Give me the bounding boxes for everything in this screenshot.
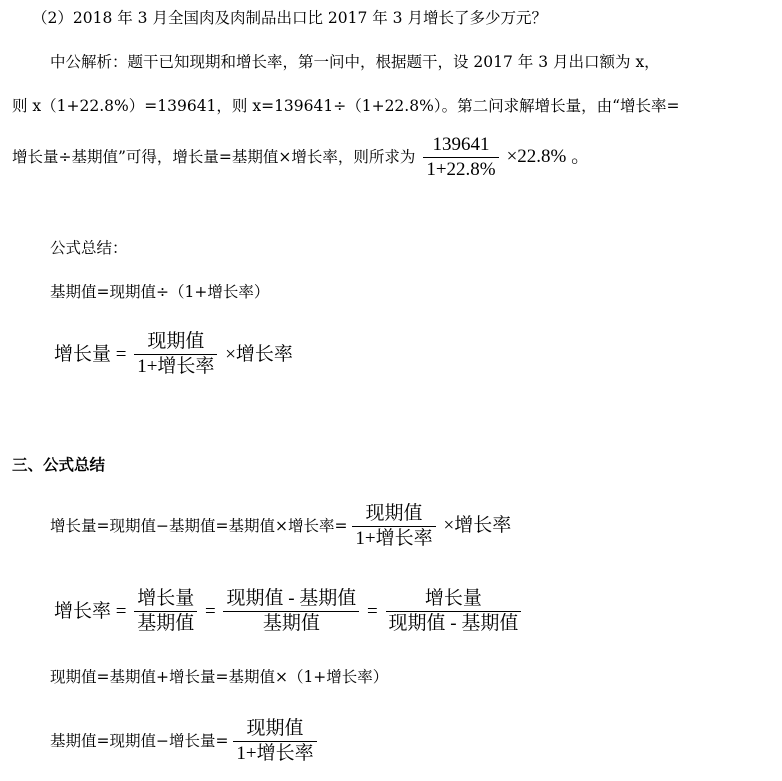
section3-formula-2-a-numerator: 增长量 <box>137 588 195 610</box>
summary-label: 公式总结： <box>50 239 128 257</box>
section3-formula-1-suffix: ×增长率 <box>443 515 512 536</box>
section3-formula-1-numerator: 现期值 <box>365 502 423 524</box>
section3-formula-2-fraction-a <box>134 587 197 636</box>
formula-growth-fraction <box>134 330 217 379</box>
section3-formula-1 <box>50 497 511 554</box>
section3-formula-4-denominator: 1+增长率 <box>236 742 314 764</box>
formula-growth-rhs: ×增长率 <box>225 343 293 365</box>
formula-growth-denominator: 1+增长率 <box>137 356 215 378</box>
formula-base-value: 基期值=现期值÷（1+增长率） <box>50 283 270 301</box>
section3-formula-1-prefix: 增长量=现期值−基期值=基期值×增长率= <box>50 517 348 535</box>
section3-formula-2-fraction-c <box>386 587 522 636</box>
question-text: （2）2018 年 3 月全国肉及肉制品出口比 2017 年 3 月增长了多少万元？ <box>32 9 547 27</box>
section3-formula-2-c-denominator: 现期值 - 基期值 <box>388 613 519 635</box>
analysis-line-2: 则 x（1+22.8%）=139641，则 x=139641÷（1+22.8%）。第二问求解增长量，由“增长率= <box>12 97 680 115</box>
analysis-line-3 <box>12 128 590 185</box>
section3-formula-4-prefix: 基期值=现期值−增长量= <box>50 732 229 750</box>
analysis-fraction-denominator: 1+22.8% <box>426 158 496 180</box>
formula-growth-lhs: 增长量 = <box>54 343 127 365</box>
formula-growth-numerator: 现期值 <box>147 331 205 353</box>
section3-formula-1-denominator: 1+增长率 <box>355 527 433 549</box>
analysis-line-3-suffix: ×22.8% 。 <box>506 146 591 167</box>
analysis-fraction <box>423 133 498 182</box>
analysis-fraction-numerator: 139641 <box>432 133 490 155</box>
section-3-title: 三、公式总结 <box>12 456 106 474</box>
section3-formula-4-fraction <box>233 717 316 766</box>
section3-formula-1-fraction <box>352 502 435 551</box>
section3-formula-2-b-denominator: 基期值 <box>262 613 320 635</box>
section3-formula-2-b-numerator: 现期值 - 基期值 <box>226 588 357 610</box>
section3-formula-3: 现期值=基期值+增长量=基期值×（1+增长率） <box>50 668 389 686</box>
section3-formula-2-lhs: 增长率 = <box>54 600 127 622</box>
section3-formula-2-a-denominator: 基期值 <box>137 613 195 635</box>
equals-sign: = <box>204 600 216 622</box>
section3-formula-2 <box>54 583 524 640</box>
analysis-line-1: 中公解析：题干已知现期和增长率，第一问中，根据题干，设 2017 年 3 月出口额为 x， <box>50 53 660 71</box>
equals-sign: = <box>367 600 378 622</box>
analysis-line-3-prefix: 增长量÷基期值”可得，增长量=基期值×增长率，则所求为 <box>12 148 416 166</box>
section3-formula-2-c-numerator: 增长量 <box>424 588 482 610</box>
formula-growth-amount <box>54 326 293 383</box>
section3-formula-2-fraction-b <box>223 587 359 636</box>
section3-formula-4 <box>50 712 320 769</box>
section3-formula-4-numerator: 现期值 <box>246 717 304 739</box>
